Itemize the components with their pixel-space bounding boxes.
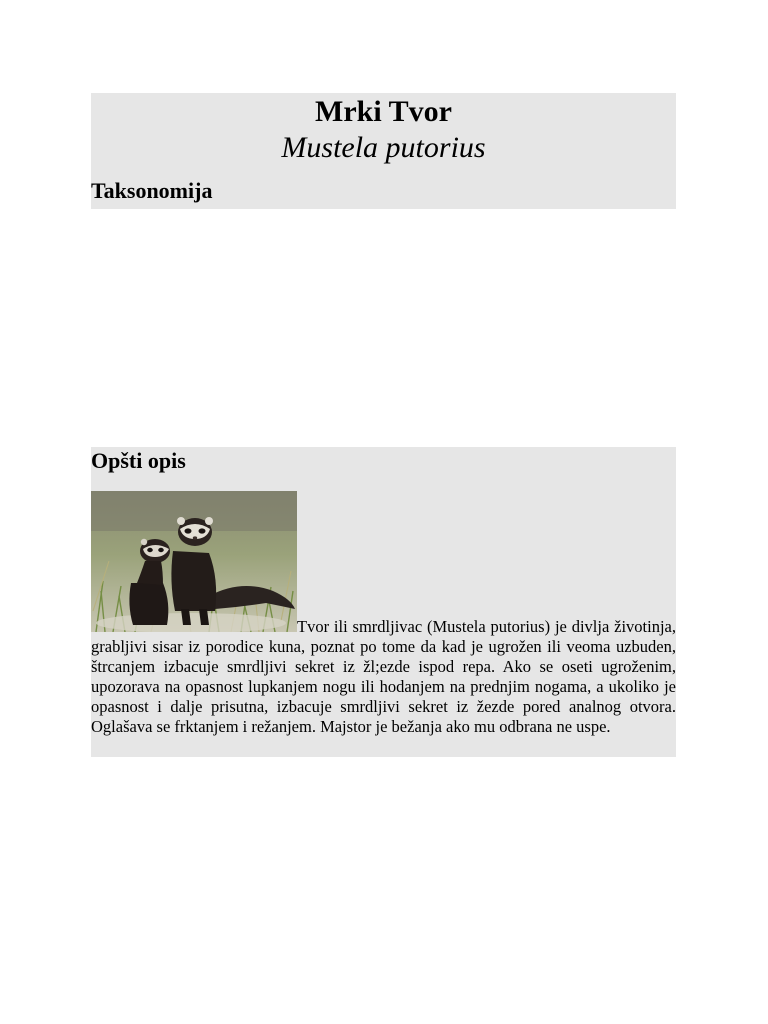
description-block xyxy=(91,447,676,757)
scientific-name: Mustela putorius xyxy=(281,131,486,164)
title-block xyxy=(91,93,676,209)
polecat-illustration xyxy=(91,491,297,632)
taxonomy-heading: Taksonomija xyxy=(91,178,213,203)
page-title: Mrki Tvor xyxy=(315,95,452,128)
polecat-photo xyxy=(91,491,297,632)
description-text: Tvor ili smrdljivac (Mustela putorius) je divlja životinja, grabljivi sisar iz porodice kuna, poznat po tome da kad je ugrožen ili veoma uzbuden, štrcanjem izbacuje smrdljivi sekret iz žl;ezde ispod repa. Ako se oseti ugroženim, upozorava na opasnost lupkanjem nogu ili hodanjem na prednjim nogama, a ukoliko je opasnost i dalje prisutna, izbacuje smrdljivi sekret iz žezde pored analnog otvora. Oglašava se frktanjem i režanjem. Majstor je bežanja ako mu odbrana ne uspe. xyxy=(91,617,676,736)
description-heading: Opšti opis xyxy=(91,448,186,473)
description-paragraph xyxy=(91,491,676,737)
